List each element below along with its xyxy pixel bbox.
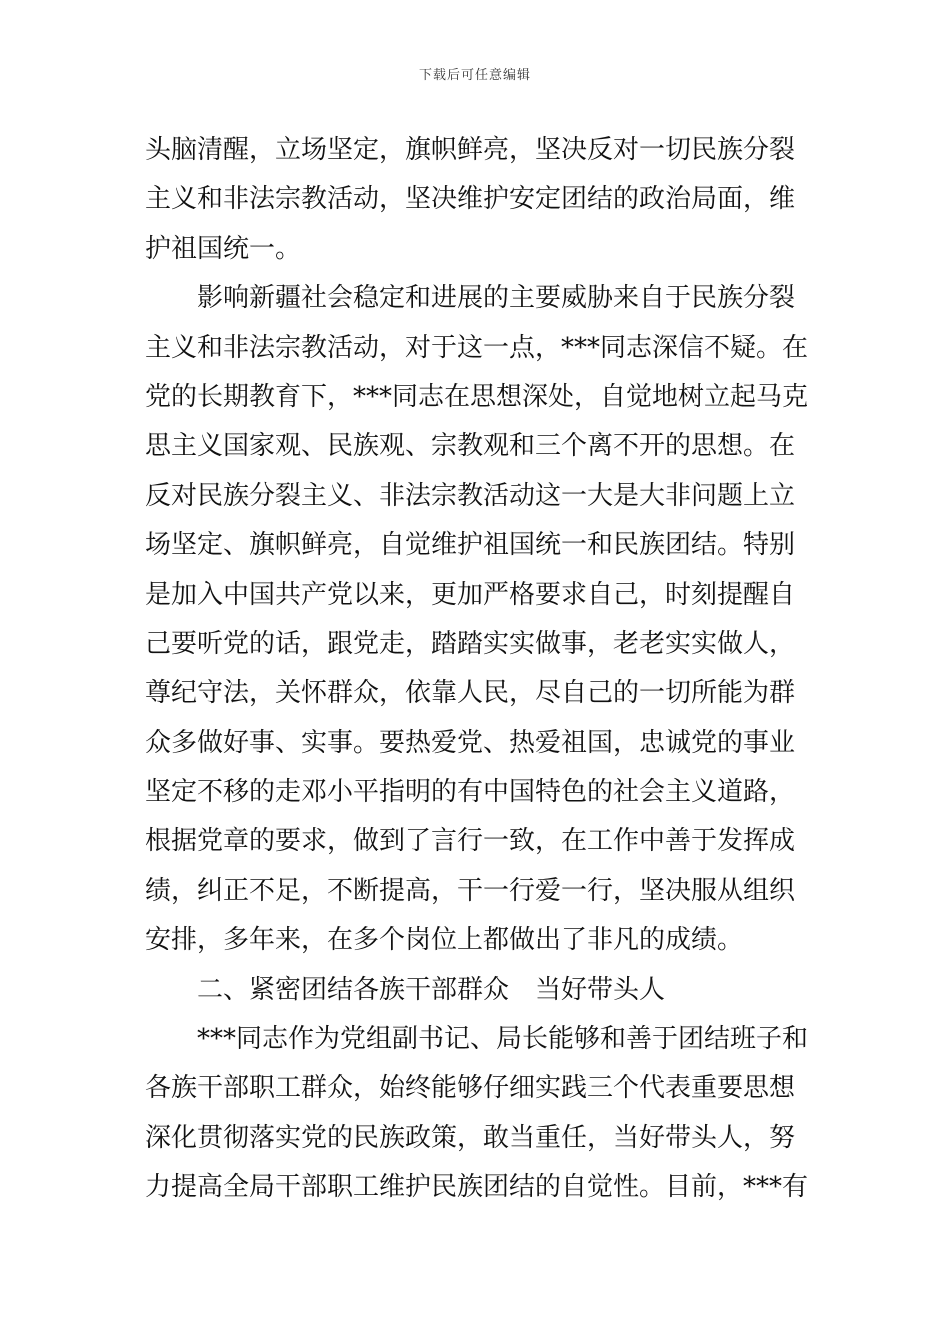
text-line: 深化贯彻落实党的民族政策，敢当重任，当好带头人，努 — [145, 1122, 796, 1153]
text-line: 力提高全局干部职工维护民族团结的自觉性。目前，***有 — [145, 1172, 809, 1203]
text-line: ***同志作为党组副书记、局长能够和善于团结班子和 — [197, 1024, 809, 1055]
text-line: 是加入中国共产党以来，更加严格要求自己，时刻提醒自 — [145, 579, 796, 610]
text-line: 场坚定、旗帜鲜亮，自觉维护祖国统一和民族团结。特别 — [145, 530, 796, 561]
text-line: 二、紧密团结各族干部群众 当好带头人 — [197, 974, 666, 1005]
text-line: 安排，多年来，在多个岗位上都做出了非凡的成绩。 — [145, 925, 744, 956]
text-line: 众多做好事、实事。要热爱党、热爱祖国，忠诚党的事业 — [145, 727, 796, 758]
document-body — [145, 126, 810, 1213]
text-line: 护祖国统一。 — [145, 233, 302, 264]
text-line: 己要听党的话，跟党走，踏踏实实做事，老老实实做人， — [145, 628, 796, 659]
text-line: 影响新疆社会稳定和进展的主要威胁来自于民族分裂 — [197, 283, 796, 314]
text-line: 党的长期教育下，***同志在思想深处，自觉地树立起马克 — [145, 381, 809, 412]
text-line: 思主义国家观、民族观、宗教观和三个离不开的思想。在 — [145, 431, 796, 462]
text-line: 根据党章的要求，做到了言行一致，在工作中善于发挥成 — [145, 826, 796, 857]
text-line: 头脑清醒，立场坚定，旗帜鲜亮，坚决反对一切民族分裂 — [145, 135, 796, 165]
text-line: 各族干部职工群众，始终能够仔细实践三个代表重要思想 — [145, 1073, 796, 1104]
page-header: 下载后可任意编辑 — [418, 68, 531, 83]
text-line: 反对民族分裂主义、非法宗教活动这一大是大非问题上立 — [145, 480, 796, 511]
text-line: 尊纪守法，关怀群众，依靠人民，尽自己的一切所能为群 — [145, 678, 796, 709]
text-line: 坚定不移的走邓小平指明的有中国特色的社会主义道路， — [145, 777, 796, 808]
text-line: 主义和非法宗教活动，坚决维护安定团结的政治局面，维 — [145, 184, 796, 215]
text-line: 绩，纠正不足，不断提高，干一行爱一行，坚决服从组织 — [145, 875, 796, 906]
text-line: 主义和非法宗教活动，对于这一点，***同志深信不疑。在 — [145, 332, 809, 363]
